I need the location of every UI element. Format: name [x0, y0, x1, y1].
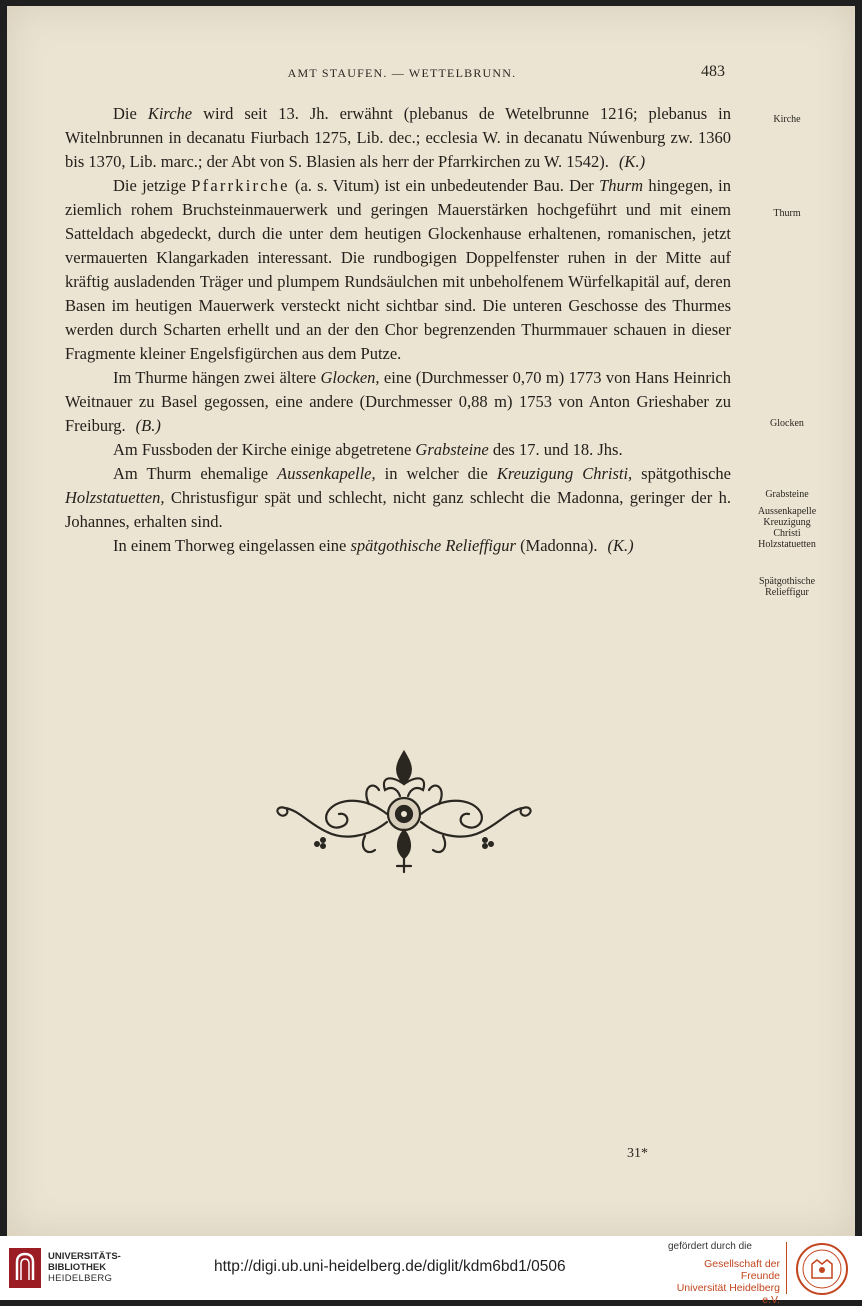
- paragraph-grabsteine: Am Fussboden der Kirche einige abgetretene Grabsteine des 17. und 18. Jhs.: [113, 440, 623, 459]
- keyword-grabsteine: Grabsteine: [415, 440, 489, 459]
- author-signature: (K.): [618, 152, 646, 171]
- margin-note-aussenkapelle: Aussenkapelle Kreuzigung Christi Holzstatuetten: [757, 506, 817, 550]
- scanned-page: [7, 6, 855, 1236]
- sheet-signature: 31*: [627, 1146, 648, 1161]
- margin-note-kirche: Kirche: [773, 114, 801, 125]
- keyword-aussenkapelle: Aussenkapelle,: [277, 464, 376, 483]
- keyword-thurm: Thurm: [599, 176, 644, 195]
- paragraph-relieffigur: In einem Thorweg eingelassen eine spätgothische Relieffigur (Madonna). (K.): [113, 536, 634, 555]
- paragraph-thurm: Die jetzige Pfarrkirche (a. s. Vitum) ist ein unbedeutender Bau. Der Thurm hingegen, in ziemlich rohem Bruchsteinmauerwerk und geringen Mauerstärken hochgeführt und mit einem Satteldach abgedeckt, durch die unter dem heutigen Glockenhause erhaltenen, romanischen, jetzt vermauerten Klangarkaden interessant. Die rundbogigen Doppelfenster ruhen in der Mitte auf kräftig ausladenden Träger und plumpem Rundsäulchen mit unbeholfenem Würfelkapitäl auf, deren Basen im heutigen Mauerwerk versteckt nicht sichtbar sind. Die unteren Geschosse des Thurmes werden durch Scharten erhellt und an der den Chor begrenzenden Thurmmauer schauen in dieser Fragmente kleiner Engelsfigürchen aus dem Putze.: [65, 176, 732, 363]
- sponsor-lead-text: gefördert durch die: [668, 1241, 752, 1252]
- page-number: 483: [701, 63, 725, 80]
- decorative-ornament: [269, 744, 539, 876]
- keyword-holzstatuetten: Holzstatuetten,: [65, 488, 165, 507]
- margin-note-grabsteine: Grabsteine: [765, 489, 809, 500]
- author-signature: (B.): [135, 416, 161, 435]
- university-seal-icon: [795, 1242, 849, 1296]
- library-name: UNIVERSITÄTS- BIBLIOTHEK HEIDELBERG: [48, 1251, 121, 1284]
- margin-note-relieffigur: Spätgothische Relieffigur: [758, 576, 816, 598]
- university-library-logo-icon: [9, 1248, 41, 1288]
- keyword-kirche: Kirche: [147, 104, 193, 123]
- page-header: [7, 63, 855, 85]
- paragraph-kirche: Die Kirche wird seit 13. Jh. erwähnt (plebanus de Wetelbrunne 1216; plebanus in Witelnbrunnen in decanatu Fiurbach 1275, Lib. dec.; ecclesia W. in decanatu Núwenburg zw. 1360 bis 1370, Lib. marc.; der Abt von S. Blasien als herr der Pfarrkirchen zu W. 1542). (K.): [65, 104, 731, 171]
- running-head: AMT STAUFEN. — WETTELBRUNN.: [287, 66, 517, 80]
- footer-divider: [786, 1242, 787, 1294]
- margin-note-thurm: Thurm: [773, 208, 801, 219]
- paragraph-aussenkapelle: Am Thurm ehemalige Aussenkapelle, in welcher die Kreuzigung Christi, spätgothische Holzstatuetten, Christusfigur spät und schlecht, nicht ganz schlecht die Madonna, geringer der h. Johannes, erhalten sind.: [65, 464, 731, 531]
- margin-note-glocken: Glocken: [770, 418, 804, 429]
- body-text: [65, 102, 731, 558]
- keyword-pfarrkirche: Pfarrkirche: [191, 176, 290, 195]
- permalink-url[interactable]: http://digi.ub.uni-heidelberg.de/diglit/kdm6bd1/0506: [214, 1258, 566, 1275]
- digitization-footer: [0, 1236, 862, 1306]
- keyword-kreuzigung: Kreuzigung Christi,: [496, 464, 633, 483]
- keyword-glocken: Glocken,: [320, 368, 380, 387]
- author-signature: (K.): [607, 536, 634, 555]
- keyword-relieffigur: spätgothische Relieffigur: [350, 536, 516, 555]
- paragraph-glocken: Im Thurme hängen zwei ältere Glocken, eine (Durchmesser 0,70 m) 1773 von Hans Heinrich Weitnauer zu Basel gegossen, eine andere (Durchmesser 0,88 m) 1753 von Anton Grieshaber zu Freiburg. (B.): [65, 368, 731, 435]
- sponsor-name: Gesellschaft der Freunde Universität Heidelberg e.V.: [676, 1258, 780, 1306]
